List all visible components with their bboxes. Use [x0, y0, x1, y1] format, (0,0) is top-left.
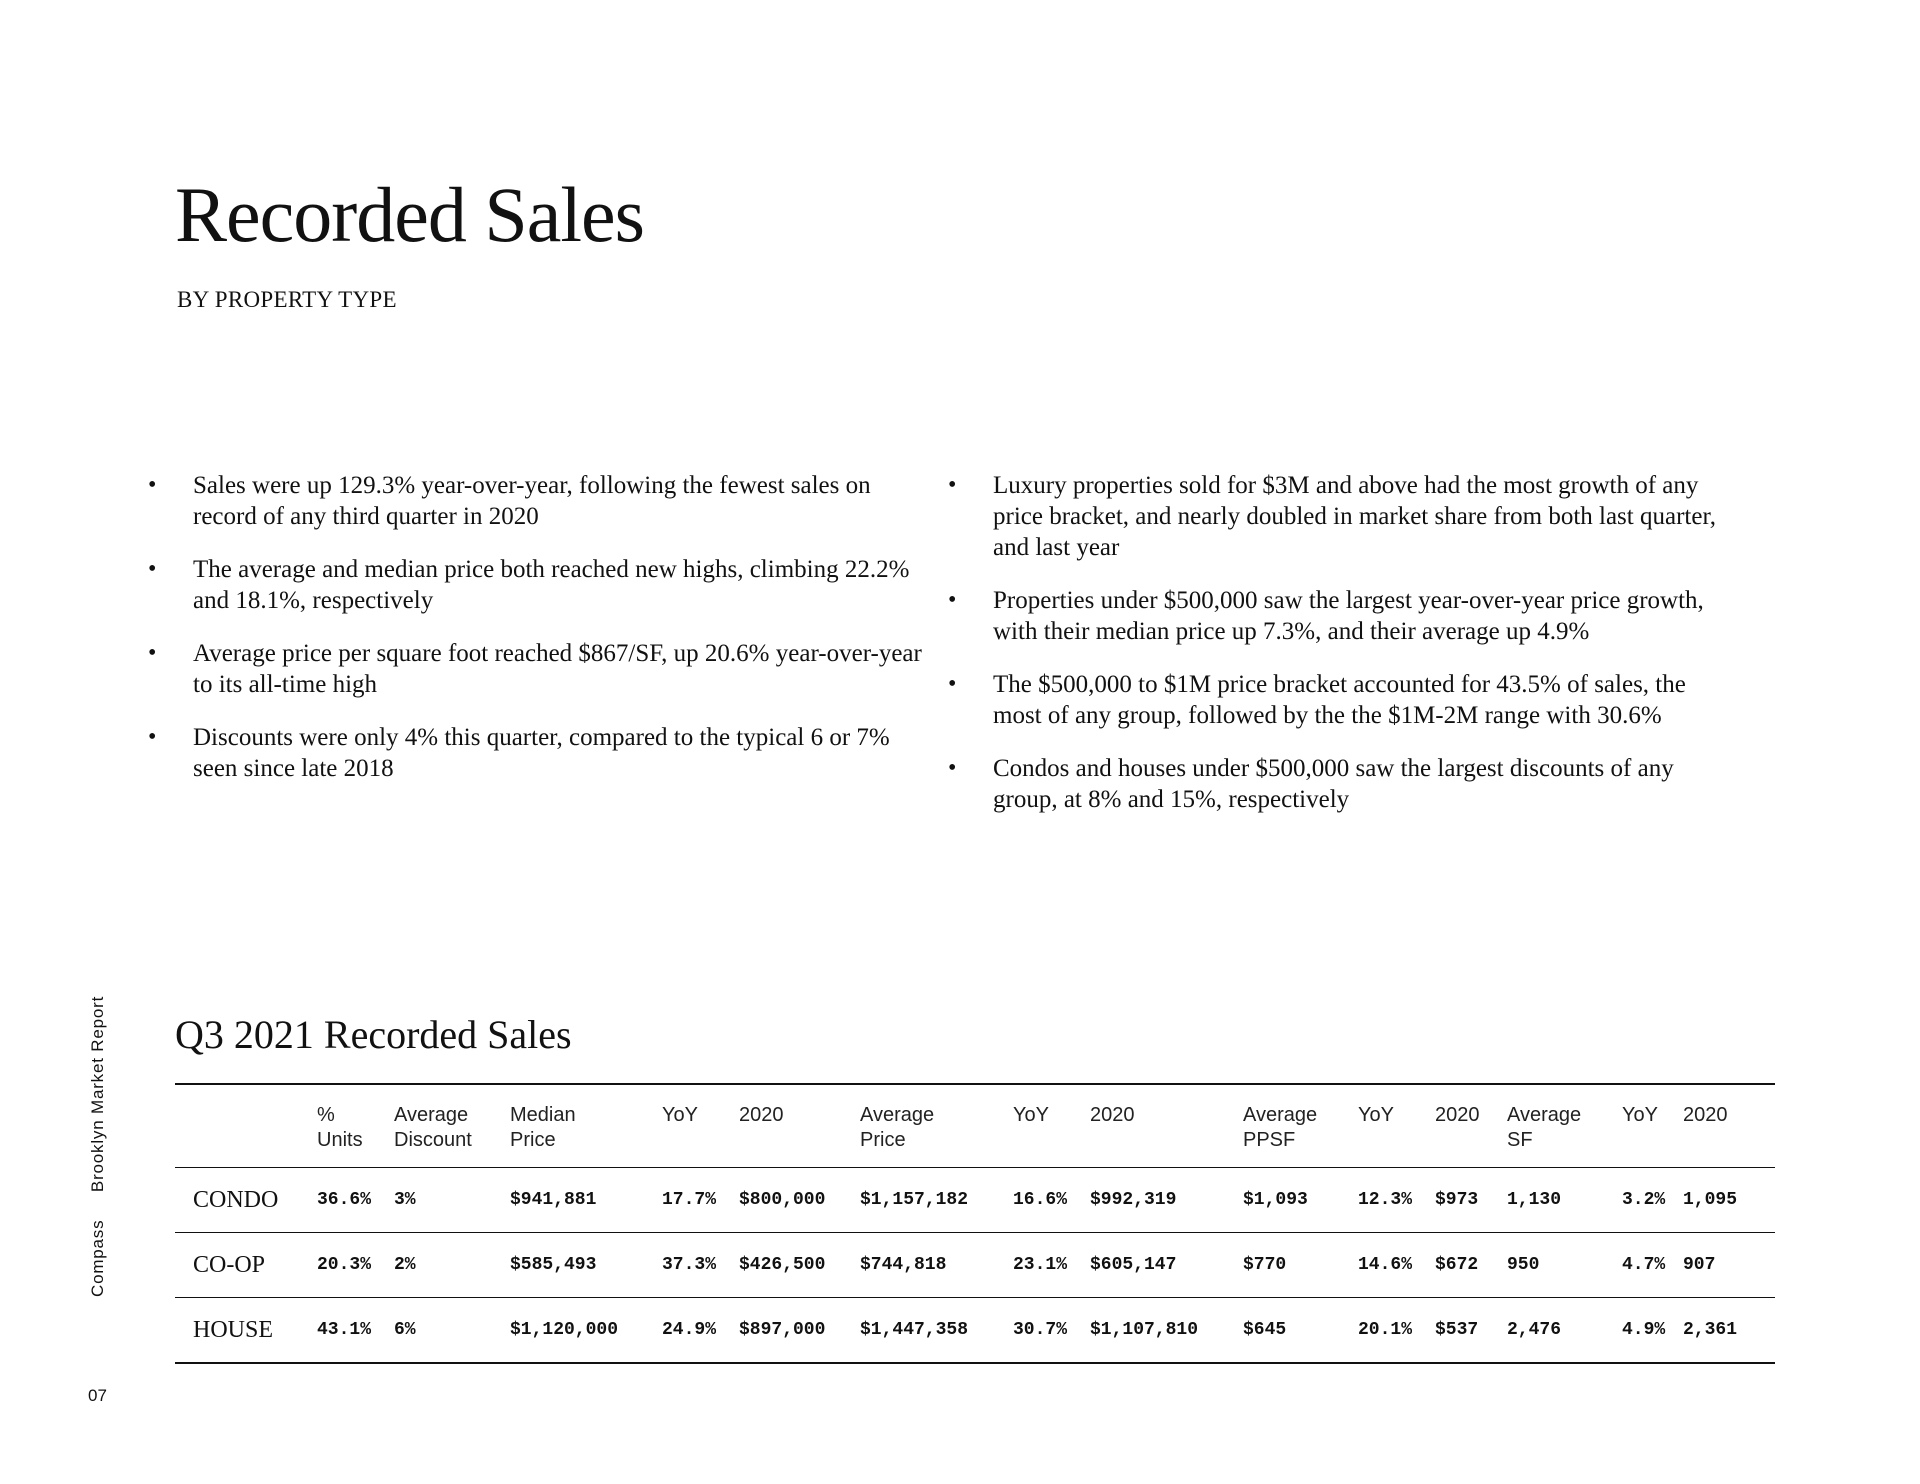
- highlight-item: • The average and median price both reached new highs, climbing 22.2% and 18.1%, respectively: [148, 554, 928, 616]
- table-cell: $537: [1435, 1298, 1507, 1364]
- table-cell: $605,147: [1090, 1233, 1243, 1298]
- highlight-item: • Discounts were only 4% this quarter, compared to the typical 6 or 7% seen since late 2018: [148, 722, 928, 784]
- table-cell: 907: [1683, 1233, 1775, 1298]
- table-cell: $1,120,000: [510, 1298, 662, 1364]
- table-title: Q3 2021 Recorded Sales: [175, 1012, 572, 1057]
- column-header-line-1: YoY: [1013, 1104, 1049, 1126]
- column-header-line-1: YoY: [1358, 1104, 1394, 1126]
- table-cell: 6%: [394, 1298, 510, 1364]
- column-header: [394, 1084, 510, 1168]
- column-header: [1435, 1084, 1507, 1168]
- table-cell: 37.3%: [662, 1233, 739, 1298]
- table-cell: $1,093: [1243, 1168, 1358, 1233]
- table-cell: $672: [1435, 1233, 1507, 1298]
- property-type-cell: CO-OP: [175, 1233, 317, 1298]
- highlights-right: [948, 470, 1728, 837]
- column-header-line-1: %: [317, 1104, 335, 1126]
- table-cell: 17.7%: [662, 1168, 739, 1233]
- table-cell: 36.6%: [317, 1168, 394, 1233]
- table-cell: 1,130: [1507, 1168, 1622, 1233]
- highlights-left: [148, 470, 928, 806]
- table-cell: 12.3%: [1358, 1168, 1435, 1233]
- column-header-line-1: Average: [1507, 1104, 1582, 1126]
- table-cell: $770: [1243, 1233, 1358, 1298]
- column-header-line-1: 2020: [1090, 1104, 1135, 1126]
- page-subtitle: BY PROPERTY TYPE: [177, 287, 397, 312]
- column-header-line-1: YoY: [662, 1104, 698, 1126]
- column-header: [662, 1084, 739, 1168]
- table-cell: 4.9%: [1622, 1298, 1683, 1364]
- property-type-cell: CONDO: [175, 1168, 317, 1233]
- table-cell: 4.7%: [1622, 1233, 1683, 1298]
- column-header-line-1: 2020: [739, 1104, 784, 1126]
- sidebar-label: [88, 974, 108, 1297]
- column-header-line-2: Discount: [394, 1129, 472, 1151]
- table-cell: $1,107,810: [1090, 1298, 1243, 1364]
- table-cell: 2,476: [1507, 1298, 1622, 1364]
- table-cell: 43.1%: [317, 1298, 394, 1364]
- report-name: Brooklyn Market Report: [88, 995, 107, 1193]
- table-cell: 20.1%: [1358, 1298, 1435, 1364]
- column-header-line-2: SF: [1507, 1129, 1533, 1151]
- column-header: [739, 1084, 860, 1168]
- column-header: [1013, 1084, 1090, 1168]
- table-cell: $585,493: [510, 1233, 662, 1298]
- table-cell: 1,095: [1683, 1168, 1775, 1233]
- column-header-line-1: YoY: [1622, 1104, 1658, 1126]
- column-header-line-1: Average: [1243, 1104, 1318, 1126]
- highlight-item: • Luxury properties sold for $3M and above had the most growth of any price bracket, and nearly doubled in market share from both last quarter, and last year: [948, 470, 1728, 563]
- table-header: [175, 1084, 1775, 1168]
- table-cell: 3.2%: [1622, 1168, 1683, 1233]
- column-header: [317, 1084, 394, 1168]
- property-type-cell: HOUSE: [175, 1298, 317, 1364]
- highlight-item: • Sales were up 129.3% year-over-year, following the fewest sales on record of any third quarter in 2020: [148, 470, 928, 532]
- table-cell: $645: [1243, 1298, 1358, 1364]
- table-cell: 24.9%: [662, 1298, 739, 1364]
- column-header-line-2: Units: [317, 1129, 363, 1151]
- table-row: [175, 1168, 1775, 1233]
- column-header-line-1: Average: [860, 1104, 935, 1126]
- highlight-item: • Properties under $500,000 saw the largest year-over-year price growth, with their median price up 7.3%, and their average up 4.9%: [948, 585, 1728, 647]
- table-cell: 20.3%: [317, 1233, 394, 1298]
- column-header: [860, 1084, 1013, 1168]
- page-number: 07: [88, 1386, 107, 1405]
- table-row: [175, 1233, 1775, 1298]
- table-cell: $1,157,182: [860, 1168, 1013, 1233]
- highlight-item: • Condos and houses under $500,000 saw the largest discounts of any group, at 8% and 15%, respectively: [948, 753, 1728, 815]
- column-header-line-1: Average: [394, 1104, 469, 1126]
- brand-name: Compass: [88, 1219, 107, 1297]
- table-cell: 16.6%: [1013, 1168, 1090, 1233]
- column-header-line-1: 2020: [1683, 1104, 1728, 1126]
- recorded-sales-table: [175, 1083, 1775, 1364]
- column-header: [1243, 1084, 1358, 1168]
- table-cell: 2,361: [1683, 1298, 1775, 1364]
- column-header: [1507, 1084, 1622, 1168]
- table-row: [175, 1298, 1775, 1364]
- table-body: [175, 1168, 1775, 1364]
- table-cell: $973: [1435, 1168, 1507, 1233]
- column-header: [1358, 1084, 1435, 1168]
- table-cell: 3%: [394, 1168, 510, 1233]
- table-cell: 23.1%: [1013, 1233, 1090, 1298]
- table-cell: $744,818: [860, 1233, 1013, 1298]
- table-cell: 30.7%: [1013, 1298, 1090, 1364]
- highlight-item: • The $500,000 to $1M price bracket accounted for 43.5% of sales, the most of any group, followed by the the $1M-2M range with 30.6%: [948, 669, 1728, 731]
- table-cell: $800,000: [739, 1168, 860, 1233]
- table-cell: $426,500: [739, 1233, 860, 1298]
- column-header: [1683, 1084, 1775, 1168]
- column-header: [175, 1084, 317, 1168]
- highlight-item: • Average price per square foot reached $867/SF, up 20.6% year-over-year to its all-time high: [148, 638, 928, 700]
- column-header-line-2: Price: [860, 1129, 906, 1151]
- table-cell: $992,319: [1090, 1168, 1243, 1233]
- column-header: [1622, 1084, 1683, 1168]
- column-header-line-1: Median: [510, 1104, 576, 1126]
- column-header-line-2: Price: [510, 1129, 556, 1151]
- column-header: [1090, 1084, 1243, 1168]
- column-header-line-2: PPSF: [1243, 1129, 1296, 1151]
- column-header: [510, 1084, 662, 1168]
- table-cell: $941,881: [510, 1168, 662, 1233]
- table-cell: 2%: [394, 1233, 510, 1298]
- page-title: Recorded Sales: [175, 171, 645, 258]
- table-cell: 950: [1507, 1233, 1622, 1298]
- table-cell: 14.6%: [1358, 1233, 1435, 1298]
- column-header-line-1: 2020: [1435, 1104, 1480, 1126]
- table-cell: $1,447,358: [860, 1298, 1013, 1364]
- table-cell: $897,000: [739, 1298, 860, 1364]
